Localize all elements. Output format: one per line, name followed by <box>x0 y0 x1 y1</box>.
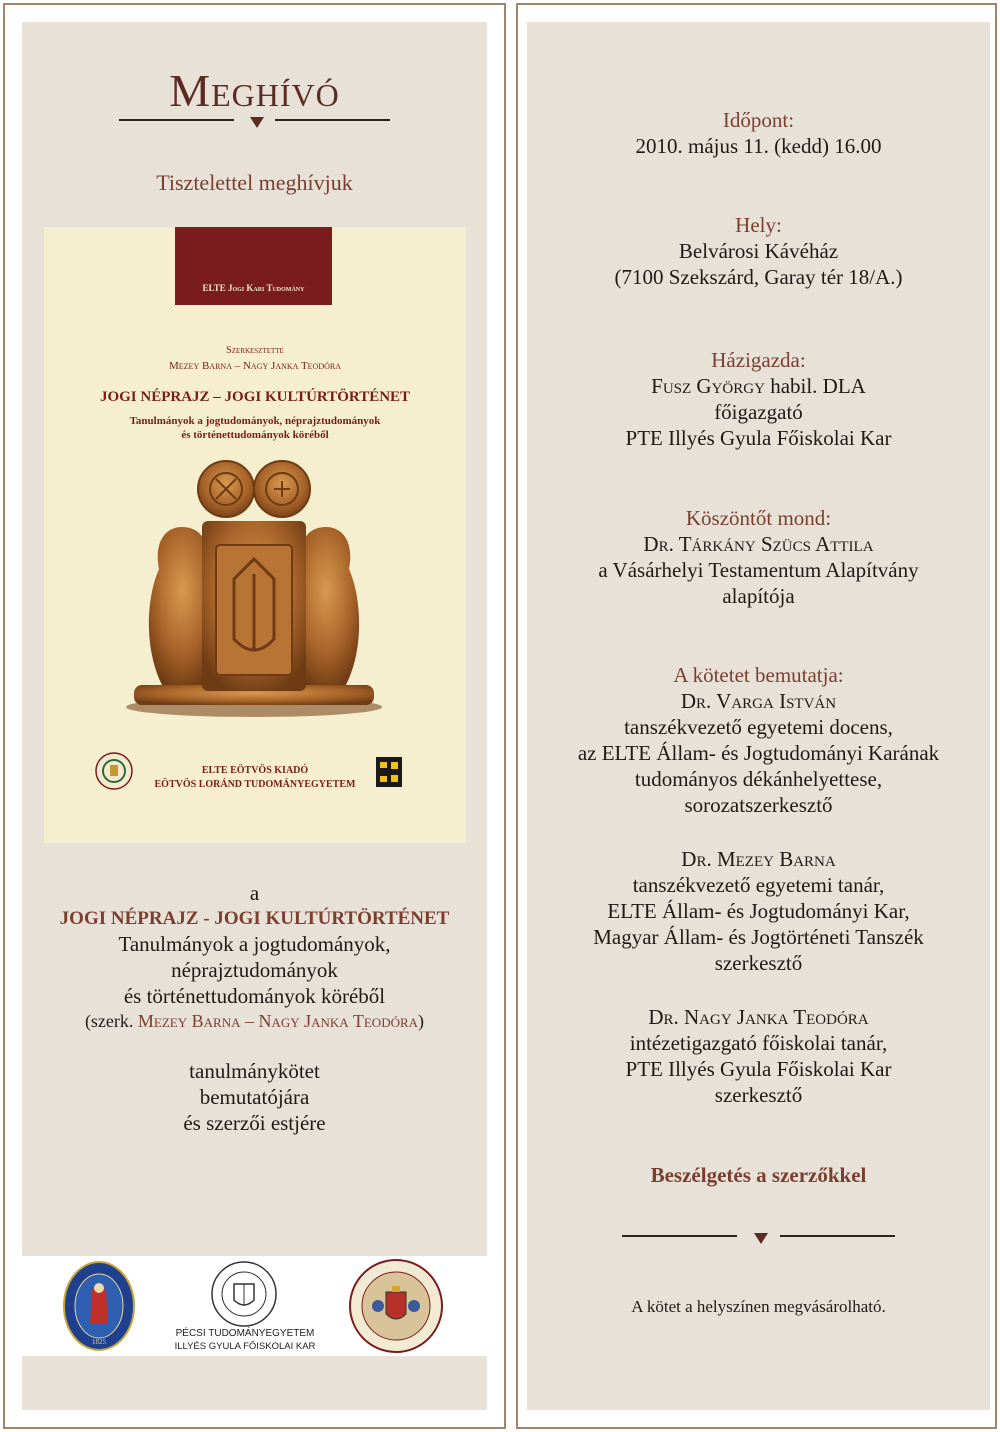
book-subtitle-2: néprajztudományok <box>171 958 338 982</box>
editor1-name: Dr. Mezey Barna <box>681 847 836 871</box>
welcome-role-1: a Vásárhelyi Testamentum Alapítvány <box>598 558 919 582</box>
title-rule-left <box>119 119 234 121</box>
logo-strip <box>22 1256 487 1356</box>
book-editors-line <box>22 1008 487 1034</box>
welcome-name: Dr. Tárkány Szücs Attila <box>643 532 874 556</box>
publisher-logo-icon <box>376 757 402 787</box>
editor2-line-2: PTE Illyés Gyula Főiskolai Kar <box>625 1057 892 1081</box>
elte-university-seal-icon <box>348 1258 444 1354</box>
book-cover <box>44 227 466 843</box>
presenter-line-3: tudományos dékánhelyettese, <box>634 767 883 791</box>
cover-subtitle-2: és történettudományok köréből <box>181 429 329 441</box>
editor2-line-3: szerkesztő <box>714 1083 803 1107</box>
editor2-name: Dr. Nagy Janka Teodóra <box>648 1005 869 1029</box>
place-name: Belvárosi Kávéház <box>678 239 839 263</box>
editor2-line-1: intézetigazgató főiskolai tanár, <box>629 1031 888 1055</box>
host-name: Fusz György <box>651 374 765 398</box>
footer-rule-right <box>780 1235 895 1237</box>
editor1-line-3: Magyar Állam- és Jogtörténeti Tanszék <box>593 925 924 949</box>
purchase-note: A kötet a helyszínen megvásárolható. <box>631 1297 886 1316</box>
host-title: habil. DLA <box>770 374 866 398</box>
host-org: PTE Illyés Gyula Főiskolai Kar <box>625 426 892 450</box>
welcome-label: Köszöntőt mond: <box>685 506 832 530</box>
place-label: Hely: <box>735 213 782 237</box>
carved-chest-image <box>124 449 384 719</box>
host-line <box>527 373 990 399</box>
footer-ornament-triangle-icon <box>754 1233 768 1244</box>
footer-rule-left <box>622 1235 737 1237</box>
conversation-heading: Beszélgetés a szerzőkkel <box>650 1163 867 1187</box>
greeting: Tisztelettel meghívjuk <box>156 170 353 195</box>
place-address: (7100 Szekszárd, Garay tér 18/A.) <box>614 265 903 289</box>
pte-faculty: ILLYÉS GYULA FŐISKOLAI KAR <box>174 1341 316 1352</box>
occasion-line-2: bemutatójára <box>199 1085 310 1109</box>
cover-publisher-2: EÖTVÖS LORÁND TUDOMÁNYEGYETEM <box>154 779 356 790</box>
cover-series: ELTE Jogi Kari Tudomány <box>202 283 305 293</box>
time-label: Időpont: <box>722 108 795 132</box>
ornament-triangle-icon <box>250 117 264 128</box>
book-subtitle-1: Tanulmányok a jogtudományok, <box>118 932 391 956</box>
editor1-line-1: tanszékvezető egyetemi tanár, <box>632 873 885 897</box>
presenter-label: A kötetet bemutatja: <box>673 663 844 687</box>
editor1-line-2: ELTE Állam- és Jogtudományi Kar, <box>607 899 910 923</box>
cover-subtitle-1: Tanulmányok a jogtudományok, néprajztudományok <box>129 415 381 427</box>
cover-series-band <box>175 227 332 305</box>
page-title: Meghívó <box>169 65 340 116</box>
book-title: JOGI NÉPRAJZ - JOGI KULTÚRTÖRTÉNET <box>59 908 450 929</box>
book-subtitle-3: és történettudományok köréből <box>123 984 386 1008</box>
occasion-line-1: tanulmánykötet <box>189 1059 320 1083</box>
presenter-name: Dr. Varga István <box>680 689 837 713</box>
presenter-line-2: az ELTE Állam- és Jogtudományi Karának <box>577 741 940 765</box>
editors-prefix: (szerk. <box>84 1011 134 1031</box>
host-label: Házigazda: <box>711 348 806 372</box>
editor1-line-4: szerkesztő <box>714 951 803 975</box>
cover-editors: Mezey Barna – Nagy Janka Teodóra <box>169 360 341 372</box>
time-value: 2010. május 11. (kedd) 16.00 <box>635 134 882 158</box>
conjunction-a: a <box>249 881 260 905</box>
editors-names: Mezey Barna – Nagy Janka Teodóra <box>137 1011 419 1031</box>
presenter-line-4: sorozatszerkesztő <box>684 793 833 817</box>
title-rule-right <box>275 119 390 121</box>
cover-publisher-1: ELTE EÖTVÖS KIADÓ <box>201 765 309 776</box>
editors-suffix: ) <box>418 1011 425 1031</box>
presenter-line-1: tanszékvezető egyetemi docens, <box>624 715 893 739</box>
pte-name: PÉCSI TUDOMÁNYEGYETEM <box>175 1328 315 1339</box>
cover-edited-by: Szerkesztette <box>226 345 284 356</box>
welcome-role-2: alapítója <box>722 584 795 608</box>
academy-year: 1825 <box>92 1338 106 1346</box>
occasion-line-3: és szerzői estjére <box>183 1111 326 1135</box>
pte-seal-icon <box>210 1260 278 1328</box>
cover-title: JOGI NÉPRAJZ – JOGI KULTÚRTÖRTÉNET <box>99 389 411 405</box>
host-role: főigazgató <box>714 400 803 424</box>
academy-seal-icon <box>62 1260 136 1352</box>
